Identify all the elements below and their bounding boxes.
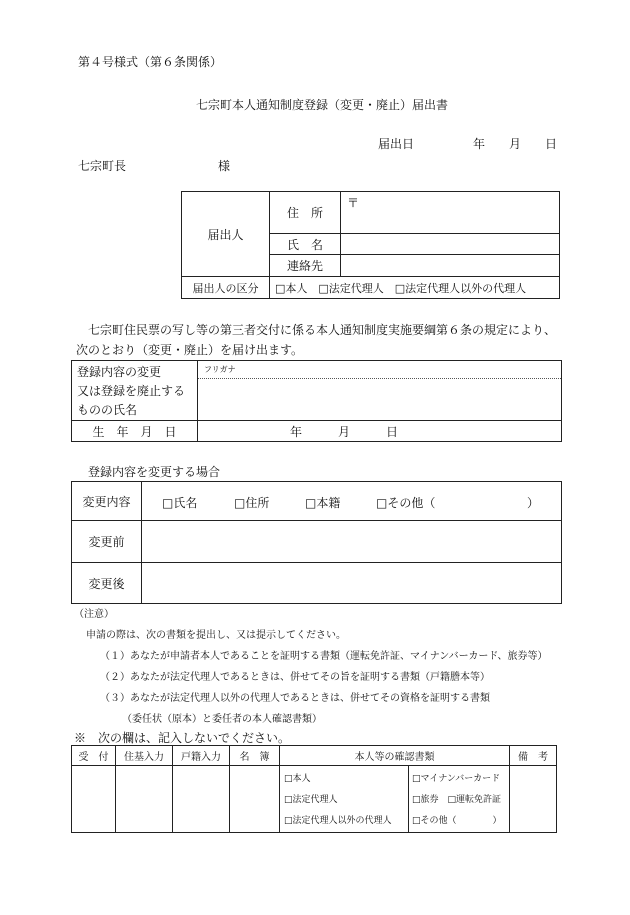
furigana-divider [198,378,561,379]
notes-heading: （注意） [74,609,114,620]
date-year-label: 年 [473,137,486,151]
after-field[interactable] [142,563,562,604]
birth-date-label: 生 年 月 日 [72,421,198,442]
applicant-group-label: 届出人 [182,192,270,277]
notes-intro: 申請の際は、次の書類を提出し、又は提示してください。 [86,630,346,641]
applicant-table [181,191,560,299]
birth-day-label: 日 [386,425,399,439]
change-content-label: 変更内容 [72,482,142,521]
docs-cell-right [409,766,510,833]
intro-line-1: 七宗町住民票の写し等の第三者交付に係る本人通知制度実施要綱第６条の規定により、 [88,323,557,337]
registration-table [71,360,562,442]
form-number: 第４号様式（第６条関係） [78,55,223,69]
furigana-label: フリガナ [204,365,236,374]
doc-legal-checkbox[interactable]: □法定代理人 [284,795,338,805]
option-other-checkbox[interactable]: □その他（ [376,496,436,510]
jukijyu-cell[interactable] [116,766,173,833]
register-cell[interactable] [230,766,280,833]
change-table [71,481,562,604]
receipt-cell[interactable] [72,766,116,833]
contact-label: 連絡先 [270,255,341,277]
office-use-note: ※ 次の欄は、記入しないでください。 [74,731,291,745]
doc-other-checkbox[interactable]: □その他（ ） [412,816,502,826]
intro-line-2: 次のとおり（変更・廃止）を届け出ます。 [76,343,304,357]
doc-passport-checkbox[interactable]: □旅券 □運転免許証 [412,795,502,805]
page-title: 七宗町本人通知制度登録（変更・廃止）届出書 [196,98,449,112]
category-options[interactable]: □本人 □法定代理人 □法定代理人以外の代理人 [270,277,560,299]
registrant-label-line-3: ものの氏名 [77,403,138,417]
option-honseki-checkbox[interactable]: □本籍 [305,496,341,510]
before-label: 変更前 [72,521,142,563]
col-jukijyu: 住基入力 [116,746,173,766]
col-remarks: 備 考 [510,746,557,766]
name-field[interactable] [341,234,560,255]
address-field[interactable] [341,192,560,234]
address-label: 住 所 [270,192,341,234]
date-day-label: 日 [545,137,558,151]
change-content-options [142,482,562,521]
addressee-honorific: 様 [218,159,231,173]
contact-field[interactable] [341,255,560,277]
name-label: 氏 名 [270,234,341,255]
category-label: 届出人の区分 [182,277,270,299]
before-field[interactable] [142,521,562,563]
after-label: 変更後 [72,563,142,604]
option-other-close: ） [527,496,540,510]
option-name-checkbox[interactable]: □氏名 [162,496,198,510]
col-register: 名 簿 [230,746,280,766]
doc-other-agent-checkbox[interactable]: □法定代理人以外の代理人 [284,816,392,826]
col-receipt: 受 付 [72,746,116,766]
addressee-mayor: 七宗町長 [78,159,127,173]
koseki-cell[interactable] [173,766,230,833]
birth-month-label: 月 [338,425,351,439]
registrant-name-label [72,361,198,421]
date-label: 届出日 [378,137,415,151]
col-koseki: 戸籍入力 [173,746,230,766]
option-address-checkbox[interactable]: □住所 [234,496,270,510]
office-use-table [71,745,557,833]
notes-item-3-cont: （委任状（原本）と委任者の本人確認書類） [122,714,322,725]
doc-self-checkbox[interactable]: □本人 [284,774,311,784]
postal-mark: 〒 [347,196,360,210]
docs-cell-left [280,766,409,833]
registrant-label-line-2: 又は登録を廃止する [77,384,186,398]
date-month-label: 月 [509,137,522,151]
registrant-label-line-1: 登録内容の変更 [77,365,162,379]
doc-mynumber-checkbox[interactable]: □マイナンバーカード [412,774,501,784]
birth-year-label: 年 [290,425,303,439]
change-section-heading: 登録内容を変更する場合 [88,465,221,479]
registrant-name-field[interactable] [198,361,562,421]
notes-item-1: （１）あなたが申請者本人であることを証明する書類（運転免許証、マイナンバーカード、旅券等） [100,651,548,662]
remarks-cell[interactable] [510,766,557,833]
col-docs: 本人等の確認書類 [280,746,510,766]
notes-item-2: （２）あなたが法定代理人であるときは、併せてその旨を証明する書類（戸籍謄本等） [100,672,490,683]
birth-date-field[interactable] [198,421,562,442]
notes-item-3: （３）あなたが法定代理人以外の代理人であるときは、併せてその資格を証明する書類 [100,693,490,704]
